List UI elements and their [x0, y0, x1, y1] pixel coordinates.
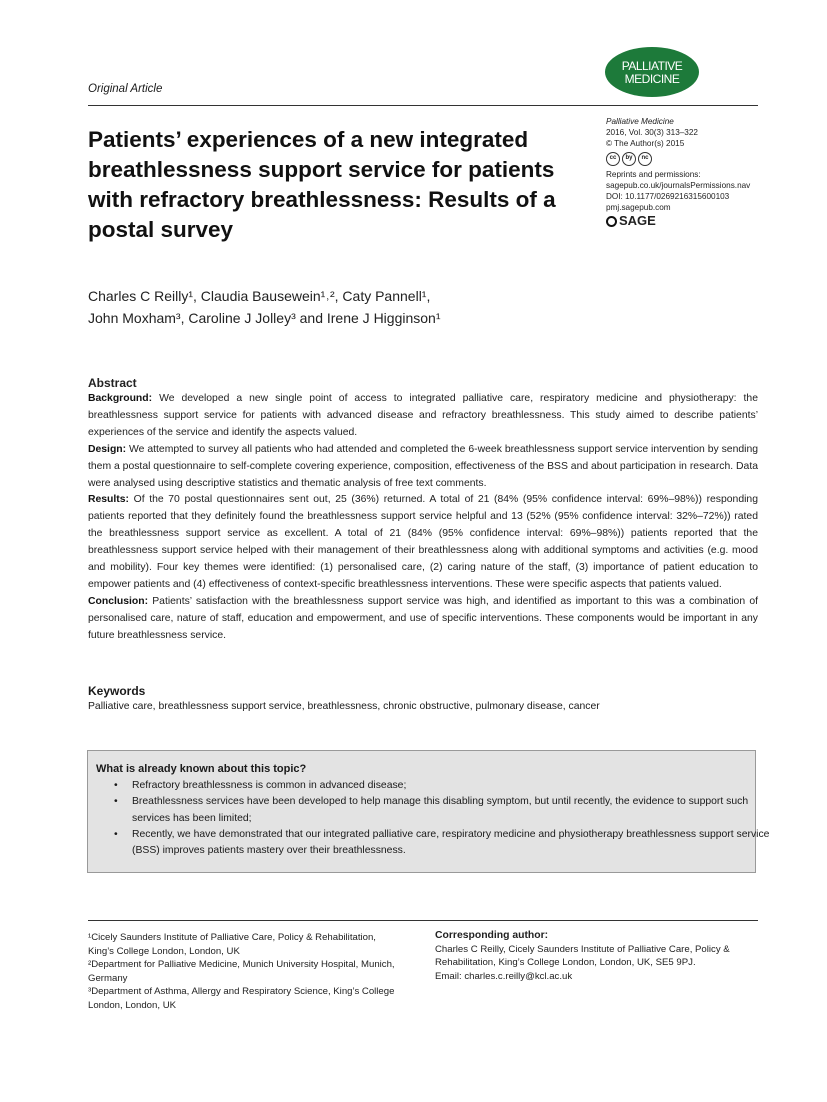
- abstract-background: [88, 391, 758, 442]
- bullet-icon: •: [114, 780, 118, 791]
- abstract-results: [88, 492, 758, 593]
- journal-site-link[interactable]: pmj.sagepub.com: [606, 203, 671, 213]
- authors-line-1: Charles C Reilly¹, Claudia Bausewein¹˒², Caty Pannell¹,: [88, 288, 431, 304]
- copyright: © The Author(s) 2015: [606, 139, 685, 149]
- known-topic-box: [87, 750, 770, 873]
- known-topic-heading: What is already known about this topic?: [96, 763, 307, 775]
- results-text: Of the 70 postal questionnaires sent out, 25 (36%) returned. A total of 21 (84% (95% confidence interval: 69%–98%)) responding patients reported that they definitely found the breathlessness support service helpful and 13 (52% (95% confidence interval: 32%–72%)) rated the breathlessness support service as excellent. A total of 21 (84% (95% confidence interval: 69%–98%)) patients reported that the breathlessness support service helped with their management of their breathlessness along with additional symptoms and activities (e.g. mood and mobility). Four key themes were identified: (1) personalised care, (2) caring nature of the staff, (3) importance of patient education to empower patients and (4) effectiveness of context-specific breathlessness interventions. These were specific aspects that patients valued.: [88, 494, 758, 590]
- bullet-icon: •: [114, 796, 118, 808]
- known-topic-list: [96, 778, 782, 859]
- reprints-link[interactable]: sagepub.co.uk/journalsPermissions.nav: [606, 180, 751, 190]
- cc-nc-icon: nc: [638, 152, 652, 166]
- palliative-medicine-logo: [604, 46, 700, 98]
- logo-line2: MEDICINE: [624, 72, 680, 86]
- footer-divider: [88, 920, 758, 921]
- sage-logo: [606, 213, 766, 229]
- background-label: Background:: [88, 393, 153, 404]
- affiliations: [88, 931, 398, 1013]
- keywords-text: Palliative care, breathlessness support service, breathlessness, chronic obstructive, pulmonary disease, cancer: [88, 701, 600, 712]
- cc-icon: cc: [606, 152, 620, 166]
- corresponding-email[interactable]: Email: charles.c.reilly@kcl.ac.uk: [435, 970, 573, 982]
- sage-text: SAGE: [619, 213, 656, 229]
- list-item-text: Refractory breathlessness is common in advanced disease;: [132, 780, 407, 791]
- list-item: [114, 794, 782, 827]
- sage-ring-icon: [606, 216, 617, 227]
- doi[interactable]: DOI: 10.1177/0269216315600103: [606, 192, 730, 202]
- keywords-heading: Keywords: [88, 684, 146, 698]
- section-label: Original Article: [88, 83, 163, 95]
- logo-line1: PALLIATIVE: [621, 59, 683, 73]
- cc-license-icons: [606, 152, 766, 166]
- abstract-heading: Abstract: [88, 376, 137, 390]
- abstract-design: [88, 442, 758, 493]
- corresponding-author: [435, 929, 765, 983]
- conclusion-label: Conclusion:: [88, 595, 149, 607]
- affiliation-3: ³Department of Asthma, Allergy and Respiratory Science, King’s College London, London, UK: [88, 986, 395, 1011]
- list-item-text: Recently, we have demonstrated that our integrated palliative care, respiratory medicine and physiotherapy breathlessness support service (BSS) improves patients mastery over their breathlessness.: [132, 828, 770, 857]
- corresponding-heading: Corresponding author:: [435, 930, 549, 941]
- citation: 2016, Vol. 30(3) 313–322: [606, 128, 698, 138]
- article-title: Patients’ experiences of a new integrated breathlessness support service for patients with refractory breathlessness: Results of a postal survey: [88, 127, 556, 242]
- affiliation-1: ¹Cicely Saunders Institute of Palliative Care, Policy & Rehabilitation, King’s College London, London, UK: [88, 932, 376, 957]
- results-label: Results:: [88, 494, 129, 506]
- cc-by-icon: by: [622, 152, 636, 166]
- abstract-conclusion: [88, 594, 758, 645]
- author-list: [88, 285, 688, 329]
- reprints-label: Reprints and permissions:: [606, 169, 701, 179]
- list-item-text: Breathlessness services have been developed to help manage this disabling symptom, but until recently, the evidence to support such services has been limited;: [132, 796, 749, 824]
- bullet-icon: •: [114, 828, 118, 840]
- keywords-section: [88, 683, 758, 715]
- affiliation-2: ²Department for Palliative Medicine, Munich University Hospital, Munich, Germany: [88, 959, 395, 984]
- journal-name: Palliative Medicine: [606, 117, 674, 126]
- header-divider: [88, 105, 758, 106]
- design-label: Design:: [88, 443, 127, 455]
- conclusion-text: Patients’ satisfaction with the breathlessness support service was high, and identified as important to this was a combination of personalised care, nature of staff, education and empowerment, and use of specific interventions. These components would be important in any future breathlessness service.: [88, 595, 758, 641]
- background-text: We developed a new single point of access to integrated palliative care, respiratory medicine and physiotherapy: the breathlessness support service for patients with advanced disease and refractory breathlessness. This study aimed to describe patients’ experiences of the service and identify the aspects valued.: [88, 393, 758, 438]
- design-text: We attempted to survey all patients who had attended and completed the 6-week breathlessness support service intervention by sending them a postal questionnaire to self-complete covering experience, composition, effectiveness of the BSS and about participation in research. Data were analysed using descriptive statistics and thematic analysis of free text comments.: [88, 443, 758, 489]
- list-item: [114, 827, 782, 860]
- corresponding-address: Charles C Reilly, Cicely Saunders Institute of Palliative Care, Policy & Rehabilitation, King’s College London, London, UK, SE5 9PJ.: [435, 943, 730, 969]
- publication-meta: [606, 116, 766, 227]
- list-item: [114, 778, 782, 794]
- abstract: [88, 375, 758, 645]
- authors-line-2: John Moxham³, Caroline J Jolley³ and Irene J Higginson¹: [88, 310, 441, 326]
